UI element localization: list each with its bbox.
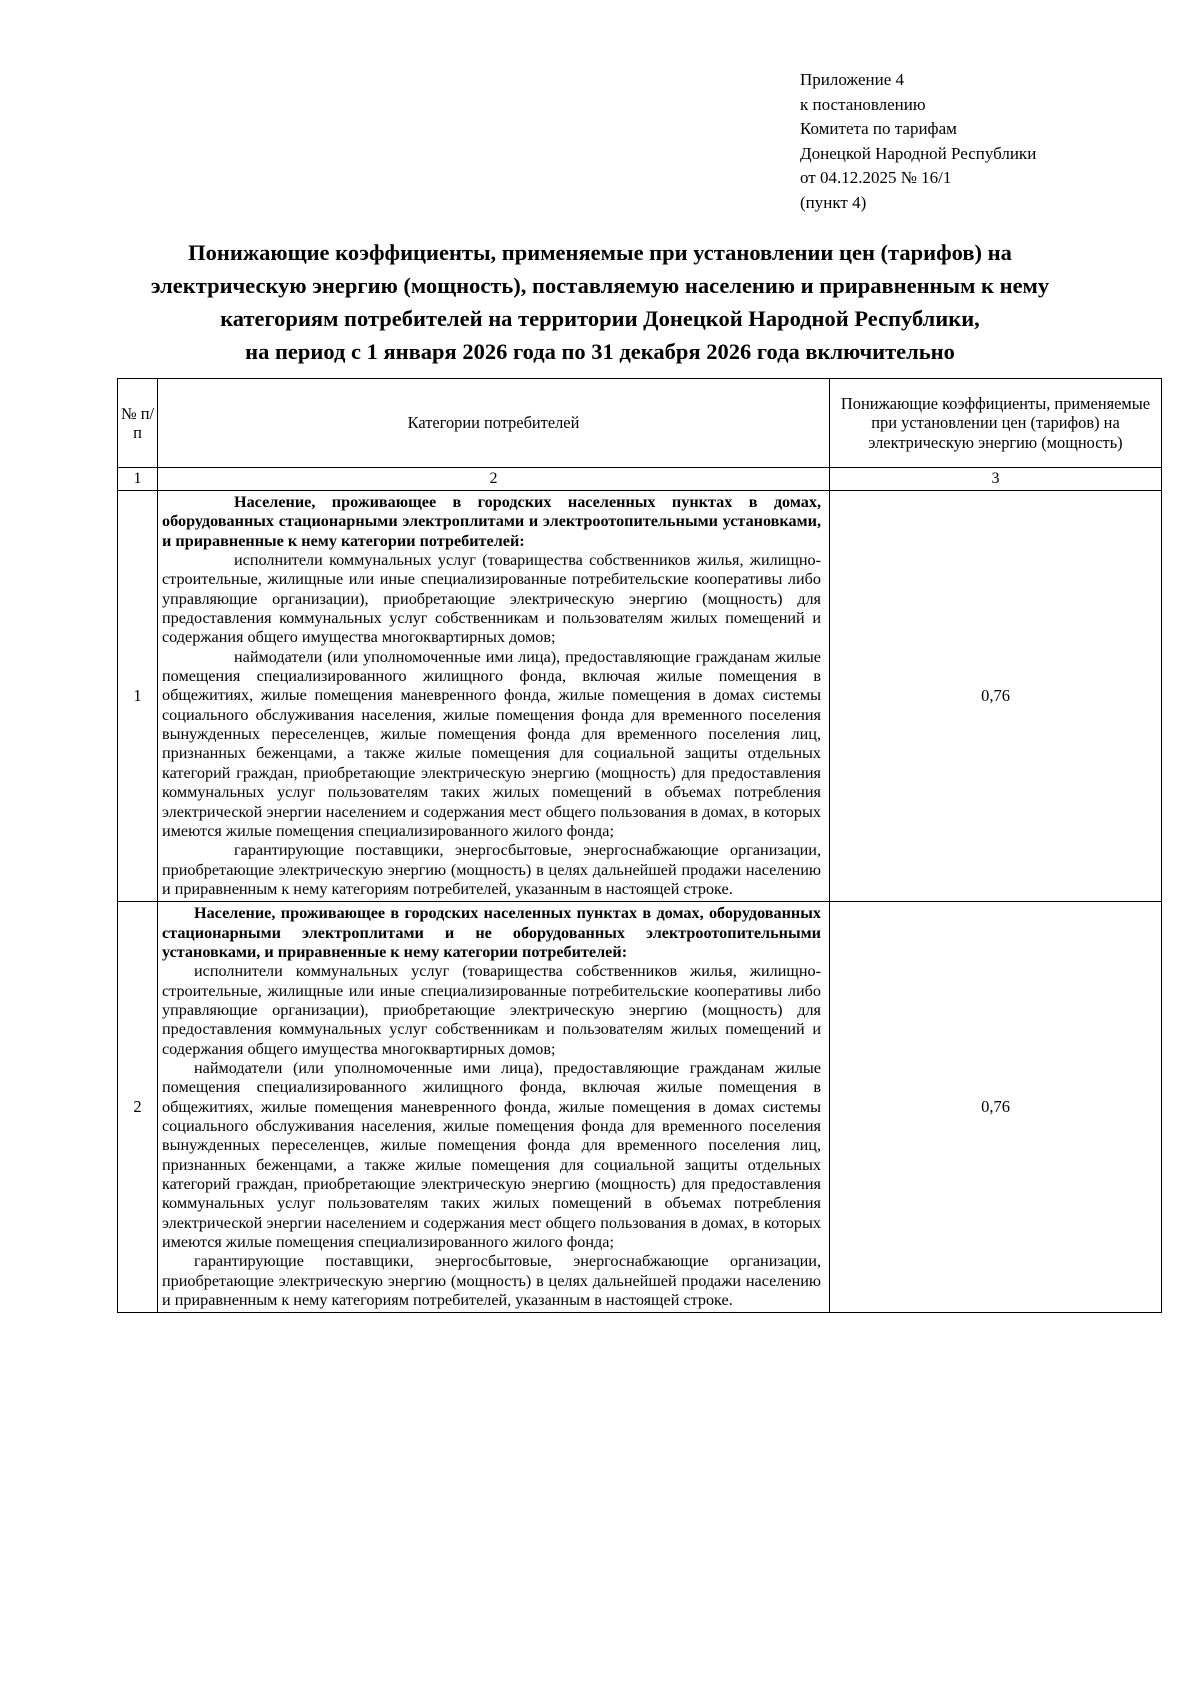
title-line: электрическую энергию (мощность), поставляемую населению и приравненным к нему <box>150 273 1050 298</box>
category-heading: Население, проживающее в городских населенных пунктах в домах, оборудованных стационарными электроплитами и не оборудованных электроотопительными установками, и приравненные к нему категории потребителей: <box>162 904 821 961</box>
document-title <box>100 236 1100 368</box>
appendix-line: (пункт 4) <box>800 192 867 212</box>
row-index: 2 <box>118 902 158 1313</box>
column-number-row <box>118 468 1162 491</box>
category-paragraph: наймодатели (или уполномоченные ими лица), предоставляющие гражданам жилые помещения специализированного жилищного фонда, включая жилые помещения в общежитиях, жилые помещения маневренного фонда, жилые помещения в домах системы социального обслуживания населения, жилые помещения фонда для временного поселения вынужденных переселенцев, жилые помещения фонда для временного поселения лиц, признанных беженцами, а также жилые помещения для социальной защиты отдельных категорий граждан, приобретающие электрическую энергию (мощность) для предоставления коммунальных услуг пользователям таких жилых помещений в объемах потребления электрической энергии населением и содержания мест общего пользования в домах, в которых имеются жилые помещения специализированного жилого фонда; <box>162 1058 821 1252</box>
title-line: категориям потребителей на территории Донецкой Народной Республики, <box>220 306 980 331</box>
table-row <box>118 902 1162 1313</box>
title-line: на период с 1 января 2026 года по 31 декабря 2026 года включительно <box>245 339 955 364</box>
row-coefficient: 0,76 <box>830 491 1162 902</box>
appendix-line: к постановлению <box>800 94 926 114</box>
column-number: 1 <box>118 468 158 491</box>
header-category: Категории потребителей <box>158 379 830 468</box>
coefficients-table <box>117 378 1162 1313</box>
category-paragraph: наймодатели (или уполномоченные ими лица), предоставляющие гражданам жилые помещения специализированного жилищного фонда, включая жилые помещения в общежитиях, жилые помещения маневренного фонда, жилые помещения в домах системы социального обслуживания населения, жилые помещения фонда для временного поселения вынужденных переселенцев, жилые помещения фонда для временного поселения лиц, признанных беженцами, а также жилые помещения для социальной защиты отдельных категорий граждан, приобретающие электрическую энергию (мощность) для предоставления коммунальных услуг пользователям таких жилых помещений в объемах потребления электрической энергии населением и содержания мест общего пользования в домах, в которых имеются жилые помещения специализированного жилого фонда; <box>162 647 821 840</box>
category-paragraph: исполнители коммунальных услуг (товарищества собственников жилья, жилищно-строительные, жилищные или иные специализированные потребительские кооперативы либо управляющие организации), приобретающие электрическую энергию (мощность) для предоставления коммунальных услуг собственникам и пользователям жилых помещений и содержания общего имущества многоквартирных домов; <box>162 551 821 647</box>
appendix-block <box>800 68 1036 216</box>
table-row <box>118 491 1162 902</box>
title-line: Понижающие коэффициенты, применяемые при установлении цен (тарифов) на <box>188 240 1012 265</box>
row-index: 1 <box>118 491 158 902</box>
column-number: 2 <box>158 468 830 491</box>
row-category <box>158 491 830 902</box>
row-category <box>158 902 830 1313</box>
appendix-line: Приложение 4 <box>800 70 904 89</box>
appendix-line: от 04.12.2025 № 16/1 <box>800 168 952 188</box>
category-heading: Население, проживающее в городских населенных пунктах в домах, оборудованных стационарными электроплитами и электроотопительными установками, и приравненные к нему категории потребителей: <box>162 493 821 550</box>
table-header-row <box>118 379 1162 468</box>
row-coefficient: 0,76 <box>830 902 1162 1313</box>
category-paragraph: гарантирующие поставщики, энергосбытовые, энергоснабжающие организации, приобретающие электрическую энергию (мощность) в целях дальнейшей продажи населению и приравненным к нему категориям потребителей, указанным в настоящей строке. <box>162 1252 821 1310</box>
header-coefficient: Понижающие коэффициенты, применяемые при установлении цен (тарифов) на электрическую энергию (мощность) <box>830 379 1162 468</box>
appendix-line: Донецкой Народной Республики <box>800 143 1037 163</box>
category-paragraph: гарантирующие поставщики, энергосбытовые, энергоснабжающие организации, приобретающие электрическую энергию (мощность) в целях дальнейшей продажи населению и приравненным к нему категориям потребителей, указанным в настоящей строке. <box>162 841 821 898</box>
category-paragraph: исполнители коммунальных услуг (товарищества собственников жилья, жилищно-строительные, жилищные или иные специализированные потребительские кооперативы либо управляющие организации), приобретающие электрическую энергию (мощность) для предоставления коммунальных услуг собственникам и пользователям жилых помещений и содержания общего имущества многоквартирных домов; <box>162 962 821 1058</box>
header-num: № п/п <box>118 379 158 468</box>
column-number: 3 <box>830 468 1162 491</box>
appendix-line: Комитета по тарифам <box>800 119 957 139</box>
